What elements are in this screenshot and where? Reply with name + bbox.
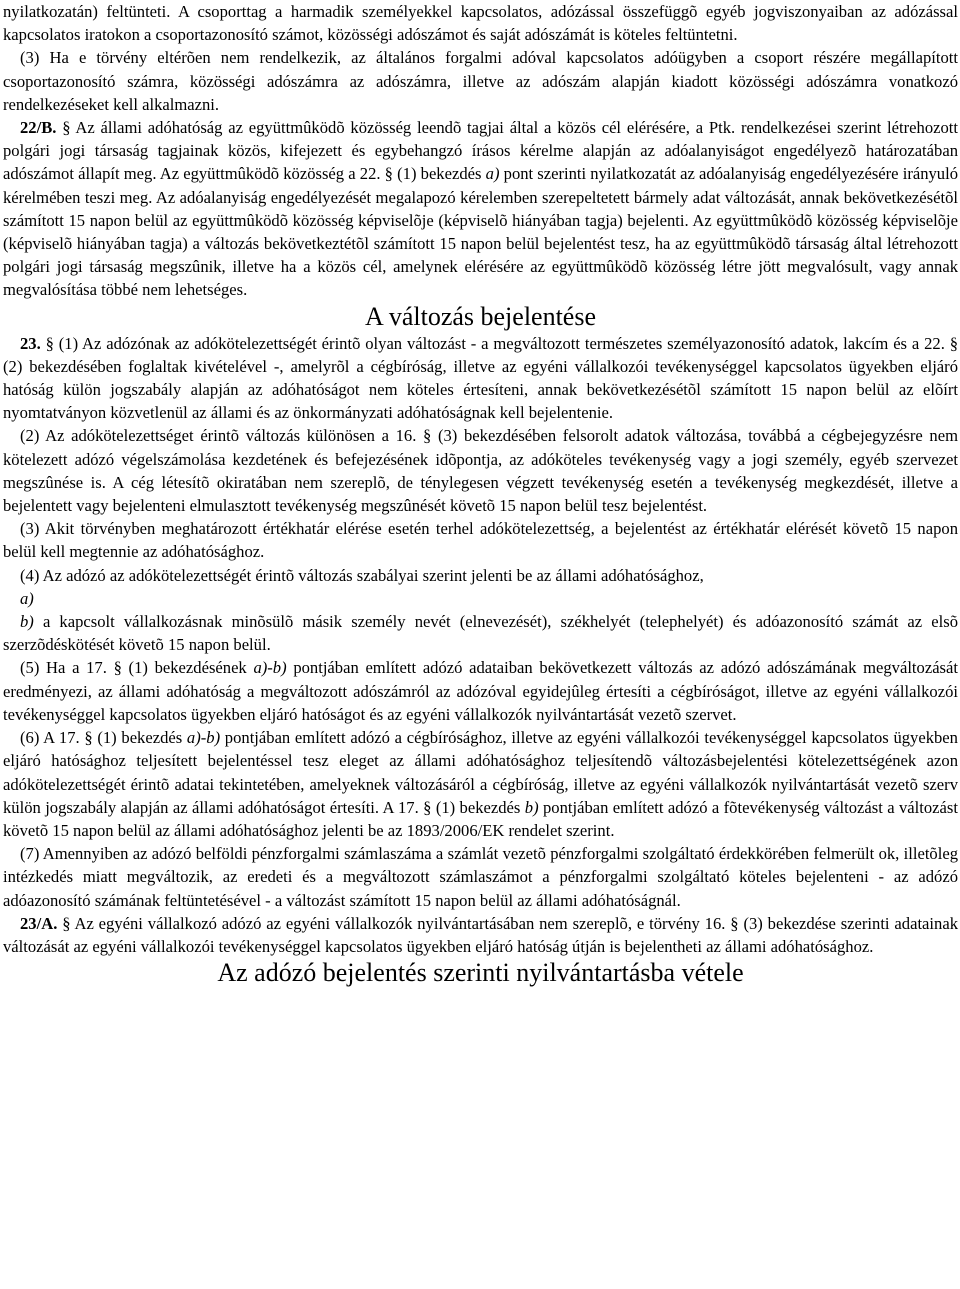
section-text-end: pontjában említett adózó a fõtevékenység változást a változást követõ 15 napon belül az állami adóhatósághoz jelenti be az 1893/2006/EK rendelet szerint.	[3, 797, 958, 840]
section-text: § (1) Az adózónak az adókötelezettségét érintõ olyan változást - a megváltozott természetes személyazonosító adatok, lakcím és a 22. § (2) bekezdésében foglaltak kivételével -, amelyrõl a cégbíróság, illetve az egyéni vállalkozói tevékenységgel kapcsolatos ügyekben eljáró hatóság külön jogszabály alapján az adóhatóságot nem köteles értesíteni, annak bekövetkezésétõl számított 15 napon belül az elõírt nyomtatványon közvetlenül az állami és az önkormányzati adóhatóságnak kell bejelentenie.	[3, 333, 958, 423]
section-number: 23.	[20, 333, 41, 353]
point-label: b)	[524, 797, 539, 817]
section-22b	[3, 116, 958, 302]
point-label: a)-b)	[253, 658, 287, 678]
paragraph-3: (3) Ha e törvény eltérõen nem rendelkezik, az általános forgalmi adóval kapcsolatos adóügyben a csoport részére megállapított csoportazonosító számra, közösségi adószámra az adószámra, illetve az adószám alapján kiadott közösségi adószámra vonatkozó rendelkezéseket kell alkalmazni.	[3, 48, 958, 114]
section-23-4: (4) Az adózó az adókötelezettségét érintõ változás szabályai szerint jelenti be az állami adóhatósághoz,	[20, 565, 704, 585]
section-text: (6) A 17. § (1) bekezdés	[20, 728, 183, 748]
section-23-4-b	[3, 610, 958, 656]
section-23-3: (3) Akit törvényben meghatározott értékhatár elérése esetén terhel adókötelezettség, a bejelentést az értékhatár elérését követõ 15 napon belül kell megtennie az adóhatósághoz.	[3, 519, 958, 562]
section-23-4-a	[3, 587, 958, 610]
section-text-cont: pontjában említett adózó a cégbírósághoz, illetve az egyéni vállalkozói tevékenységgel kapcsolatos ügyekben eljáró hatósághoz teljesített bejelentéssel tesz eleget az állami adóhatósághoz teljesítendõ változásbejelentési kötelezettségének azon adókötelezettségét érintõ adatai tekintetében, amelyeknek változásáról a cégbíróság, illetve az egyéni vállalkozók nyilvántartását vezetõ szerv külön jogszabály alapján az állami adóhatóságot értesíti. A 17. § (1) bekezdés	[3, 728, 958, 817]
section-23-2: (2) Az adókötelezettséget érintõ változás különösen a 16. § (3) bekezdésében felsorolt adatok változása, továbbá a cégbejegyzésre nem kötelezett adózó végelszámolása kezdetének és befejezésének idõpontja, az adóköteles tevékenység vagy a jogi személy, egyéb szervezet megszûnése is. A cég létesítõ okiratában nem szereplõ, de ténylegesen végzett tevékenység esetén a tevékenység megkezdését, illetve a bejelentett vagy bejelenteni elmulasztott tevékenység megszûnését követõ 15 napon belül tesz bejelentést.	[3, 426, 958, 516]
section-number: 23/A.	[20, 913, 58, 933]
section-23-6	[3, 726, 958, 842]
point-text: a kapcsolt vállalkozásnak minõsülõ másik személy nevét (elnevezését), székhelyét (telephelyét) és adóazonosító számát az elsõ szerzõdéskötését követõ 15 napon belül.	[3, 612, 958, 655]
section-text: § Az egyéni vállalkozó adózó az egyéni vállalkozók nyilvántartásában nem szereplõ, e törvény 16. § (3) bekezdése szerinti adatainak változását az egyéni vállalkozói tevékenységgel kapcsolatos ügyekben eljáró hatóság útján is bejelentheti az állami adóhatósághoz.	[3, 913, 958, 956]
point-label: a)	[485, 164, 500, 184]
section-23-5	[3, 656, 958, 726]
section-23-7: (7) Amennyiben az adózó belföldi pénzforgalmi számlaszáma a számlát vezetõ pénzforgalmi szolgáltató érdekkörében felmerült ok, illetõleg intézkedés miatt megváltozik, az eredeti és a megváltozott számlaszámot a pénzforgalmi szolgáltató köteles bejelenteni - az adózó adóazonosító számának feltüntetésével - a változást számított 15 napon belül az állami adóhatóságnál.	[3, 844, 958, 910]
section-text-cont: pont szerinti nyilatkozatát az adóalanyiság engedélyezésére irányuló kérelmében teszi meg. Az adóalanyiság engedélyezését megalapozó kérelemben szerepeltetett bármely adat változását, annak bekövetkezésétõl számított 15 napon belül az együttmûködõ közösség képviselõje (képviselõ hiányában tagja) bejelenti. Az együttmûködõ közösség képviselõje (képviselõ hiányában tagja) a változás bekövetkeztétõl számított 15 napon belül bejelentést tesz, ha az együttmûködõ társaság által létrehozott polgári jogi társaság megszûnik, illetve ha a közös cél, amelynek elérésére az együttmûködõ közösség létre jött megvalósult, vagy annak megvalósítása többé nem lehetséges.	[3, 164, 959, 300]
point-label: b)	[20, 612, 34, 632]
section-text: (5) Ha a 17. § (1) bekezdésének	[20, 658, 247, 678]
section-text: § Az állami adóhatóság az együttmûködõ közösség leendõ tagjai által a közös cél elérésére, a Ptk. rendelkezései szerint létrehozott polgári jogi társaság tagjainak közös, kifejezett és egybehangzó írásos kérelme alapján az adóalanyiságot engedélyezõ határozatában adószámot állapít meg. Az együttmûködõ közösség a 22. § (1) bekezdés	[3, 118, 958, 184]
heading-valtozas: A változás bejelentése	[364, 301, 597, 331]
heading-nyilvantartas: Az adózó bejelentés szerinti nyilvántartásba vétele	[217, 958, 744, 988]
point-label: a)	[20, 588, 34, 608]
section-23-1	[3, 332, 958, 425]
section-23a	[3, 912, 958, 958]
paragraph-intro: nyilatkozatán) feltünteti. A csoporttag a harmadik személyekkel kapcsolatos, adózással összefüggõ egyéb jogviszonyaiban az adózással kapcsolatos iratokon a csoportazonosító számot, közösségi adószámot és saját adószámát is köteles feltüntetni.	[3, 2, 958, 45]
section-number: 22/B.	[20, 118, 57, 138]
section-text-cont: pontjában említett adózó adataiban bekövetkezett változás az adózó adószámának megváltozását eredményezi, az állami adóhatóság a megváltozott adószámról az adózóval egyidejûleg értesíti a cégbíróságot, illetve az egyéni vállalkozói tevékenységgel kapcsolatos ügyekben eljáró hatóságot és az egyéni vállalkozók nyilvántartását vezetõ szervet.	[3, 658, 958, 724]
point-label: a)-b)	[186, 728, 221, 748]
